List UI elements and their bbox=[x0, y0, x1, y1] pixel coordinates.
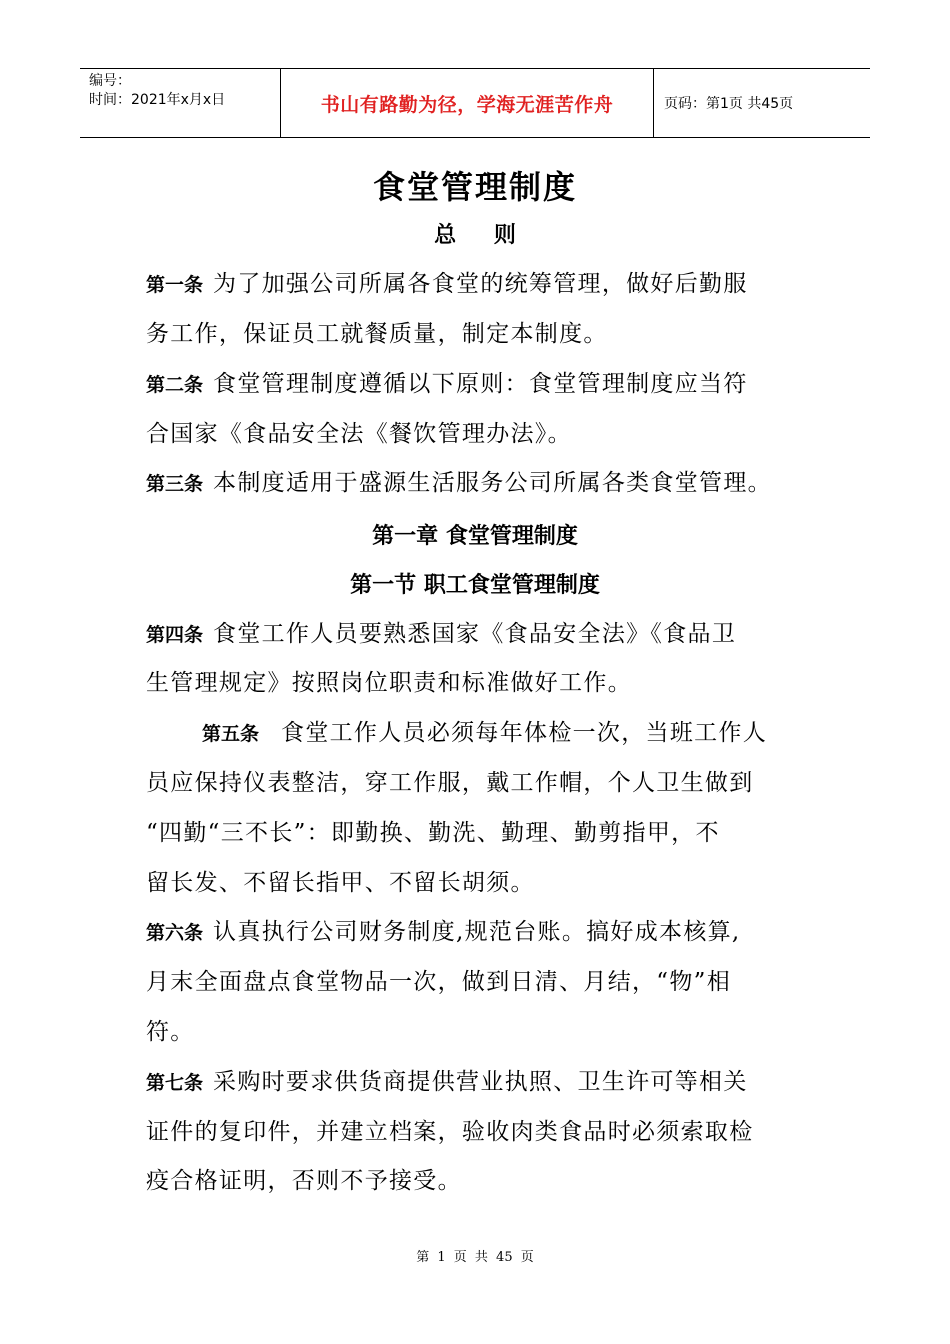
article-5-text-1: 食堂工作人员必须每年体检一次，当班工作人 bbox=[281, 720, 768, 746]
page-header bbox=[80, 68, 870, 138]
header-page-cell bbox=[654, 69, 870, 137]
article-2-line-1 bbox=[146, 369, 748, 400]
article-5-line-2: 员应保持仪表整洁，穿工作服，戴工作帽，个人卫生做到 bbox=[146, 770, 754, 796]
general-heading: 总 则 bbox=[434, 223, 516, 248]
article-5-label: 第五条 bbox=[202, 723, 260, 745]
article-6-text-1: 认真执行公司财务制度,规范台账。搞好成本核算, bbox=[213, 919, 741, 945]
article-2-label: 第二条 bbox=[146, 374, 204, 396]
article-7-text-1: 采购时要求供货商提供营业执照、卫生许可等相关 bbox=[213, 1069, 748, 1095]
article-7-label: 第七条 bbox=[146, 1072, 204, 1094]
article-6-line-3: 符。 bbox=[146, 1019, 195, 1045]
article-4-line-1 bbox=[146, 619, 736, 650]
section-1-heading: 第一节 职工食堂管理制度 bbox=[350, 573, 600, 598]
document-title: 食堂管理制度 bbox=[372, 168, 577, 206]
motto-text: 书山有路勤为径，学海无涯苦作舟 bbox=[320, 93, 614, 116]
time-label: 时间：2021年x月x日 bbox=[89, 92, 226, 108]
article-7-line-3: 疫合格证明，否则不予接受。 bbox=[146, 1168, 462, 1194]
article-3-text-1: 本制度适用于盛源生活服务公司所属各类食堂管理。 bbox=[213, 470, 772, 496]
article-5-line-1 bbox=[202, 718, 767, 749]
article-1-label: 第一条 bbox=[146, 274, 204, 296]
article-6-line-1 bbox=[146, 917, 741, 948]
chapter-1-heading: 第一章 食堂管理制度 bbox=[372, 524, 578, 549]
article-7-line-1 bbox=[146, 1067, 748, 1098]
article-5-line-3: “四勤“三不长”：即勤换、勤洗、勤理、勤剪指甲，不 bbox=[146, 820, 720, 846]
article-2-text-1: 食堂管理制度遵循以下原则：食堂管理制度应当符 bbox=[213, 371, 748, 397]
article-2-line-2: 合国家《食品安全法《餐饮管理办法》。 bbox=[146, 421, 572, 447]
article-1-line-2: 务工作，保证员工就餐质量，制定本制度。 bbox=[146, 321, 608, 347]
header-motto-cell bbox=[281, 69, 654, 137]
page-info: 页码：第1页 共45页 bbox=[664, 96, 794, 112]
article-1-line-1 bbox=[146, 269, 748, 300]
article-4-line-2: 生管理规定》按照岗位职责和标准做好工作。 bbox=[146, 670, 632, 696]
number-label: 编号： bbox=[89, 73, 131, 89]
article-4-text-1: 食堂工作人员要熟悉国家《食品安全法》《食品卫 bbox=[213, 621, 737, 647]
article-5-line-4: 留长发、不留长指甲、不留长胡须。 bbox=[146, 870, 535, 896]
article-4-label: 第四条 bbox=[146, 624, 204, 646]
page-footer: 第 1 页 共 45 页 bbox=[416, 1250, 534, 1265]
article-1-text-1: 为了加强公司所属各食堂的统筹管理，做好后勤服 bbox=[213, 271, 748, 297]
article-3-line-1 bbox=[146, 468, 772, 499]
article-3-label: 第三条 bbox=[146, 473, 204, 495]
article-6-line-2: 月末全面盘点食堂物品一次，做到日清、月结，“物”相 bbox=[146, 969, 732, 995]
article-7-line-2: 证件的复印件，并建立档案，验收肉类食品时必须索取检 bbox=[146, 1119, 754, 1145]
article-6-label: 第六条 bbox=[146, 922, 204, 944]
header-meta-cell bbox=[80, 69, 281, 137]
